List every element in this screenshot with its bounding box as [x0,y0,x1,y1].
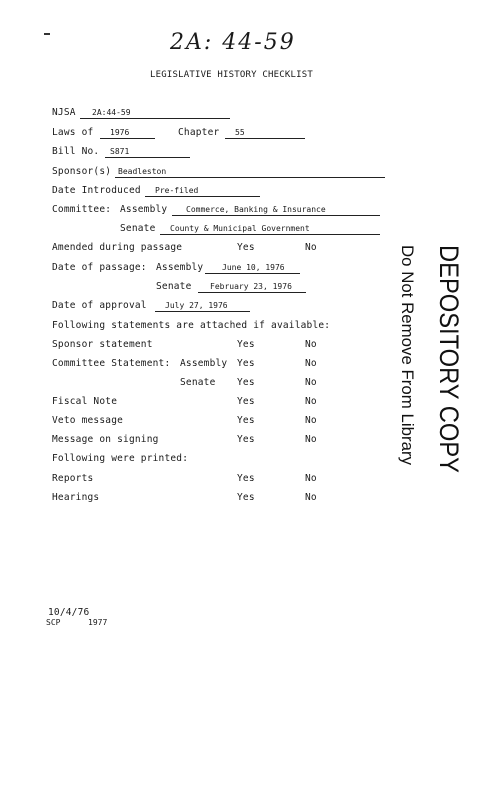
date-of-approval-underline [155,311,250,312]
committee-statement-assembly-no: No [305,358,317,369]
bill-no-value: S871 [110,147,130,156]
bill-no-label: Bill No. [52,146,100,157]
chapter-label: Chapter [178,127,220,138]
laws-of-label: Laws of [52,127,94,138]
date-of-approval-label: Date of approval [52,300,147,311]
committee-assembly-underline [172,215,380,216]
sponsor-statement-yes: Yes [237,339,255,350]
amended-no: No [305,242,317,253]
footer-code: SCP [46,618,61,627]
handwritten-title: 2A: 44-59 [170,30,296,55]
amended-yes: Yes [237,242,255,253]
laws-of-value: 1976 [110,128,130,137]
sponsors-underline [115,177,385,178]
committee-statement-assembly-label: Assembly [180,358,228,369]
veto-message-yes: Yes [237,415,255,426]
committee-label: Committee: [52,204,112,215]
date-of-passage-label: Date of passage: [52,262,147,273]
sponsor-statement-no: No [305,339,317,350]
printed-heading: Following were printed: [52,453,189,464]
committee-senate-label: Senate [120,223,156,234]
attached-heading: Following statements are attached if available: [52,320,331,331]
reports-yes: Yes [237,473,255,484]
passage-senate-value: February 23, 1976 [210,282,292,291]
veto-message-label: Veto message [52,415,124,426]
stamp-line2: Do Not Remove From Library [398,245,417,468]
sponsors-label: Sponsor(s) [52,166,112,177]
njsa-label: NJSA [52,107,76,118]
chapter-value: 55 [235,128,245,137]
laws-of-underline [100,138,155,139]
passage-assembly-value: June 10, 1976 [222,263,285,272]
passage-assembly-underline [205,273,300,274]
passage-assembly-label: Assembly [156,262,204,273]
reports-no: No [305,473,317,484]
signing-message-yes: Yes [237,434,255,445]
date-introduced-underline [145,196,260,197]
date-introduced-label: Date Introduced [52,185,141,196]
committee-senate-underline [160,234,380,235]
checklist-header: LEGISLATIVE HISTORY CHECKLIST [150,70,313,80]
fiscal-note-yes: Yes [237,396,255,407]
hearings-yes: Yes [237,492,255,503]
fiscal-note-no: No [305,396,317,407]
committee-statement-senate-yes: Yes [237,377,255,388]
committee-statement-senate-label: Senate [180,377,216,388]
njsa-value: 2A:44-59 [92,108,131,117]
footer-date: 10/4/76 [48,607,90,618]
passage-senate-underline [198,292,306,293]
sponsors-value: Beadleston [118,167,167,176]
stray-mark [44,33,50,35]
footer-year: 1977 [88,618,108,627]
hearings-label: Hearings [52,492,100,503]
amended-label: Amended during passage [52,242,183,253]
veto-message-no: No [305,415,317,426]
njsa-underline [80,118,230,119]
signing-message-label: Message on signing [52,434,159,445]
committee-statement-label: Committee Statement: [52,358,171,369]
committee-statement-senate-no: No [305,377,317,388]
bill-no-underline [105,157,190,158]
hearings-no: No [305,492,317,503]
stamp-line1: DEPOSITORY COPY [434,245,464,475]
chapter-underline [225,138,305,139]
signing-message-no: No [305,434,317,445]
committee-senate-value: County & Municipal Government [170,224,310,233]
fiscal-note-label: Fiscal Note [52,396,118,407]
date-introduced-value: Pre-filed [155,186,199,195]
depository-stamp [398,245,478,475]
passage-senate-label: Senate [156,281,192,292]
committee-statement-assembly-yes: Yes [237,358,255,369]
date-of-approval-value: July 27, 1976 [165,301,228,310]
committee-assembly-value: Commerce, Banking & Insurance [186,205,326,214]
sponsor-statement-label: Sponsor statement [52,339,153,350]
reports-label: Reports [52,473,94,484]
committee-assembly-label: Assembly [120,204,168,215]
